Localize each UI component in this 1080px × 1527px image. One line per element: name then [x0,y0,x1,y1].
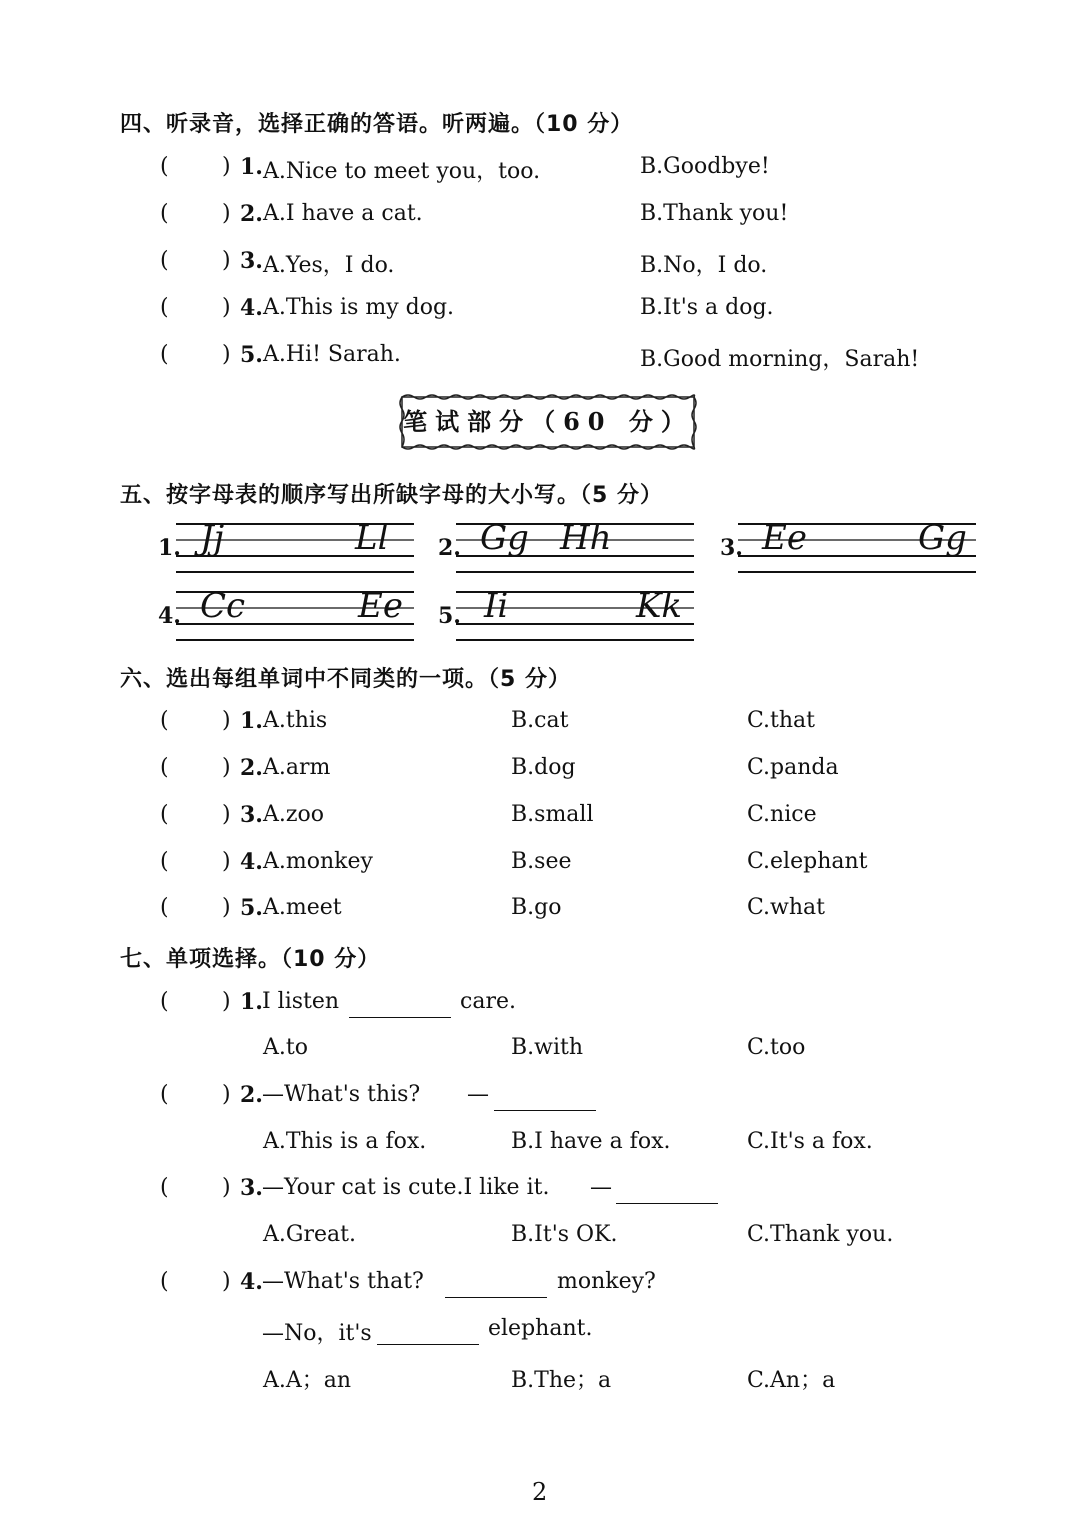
answer-paren-open[interactable]: ( [160,154,169,179]
option-a: A.Nice to meet you，too. [263,159,541,184]
section-7-title: 七、单项选择。（10 分） [120,947,381,972]
option-c: C.too [747,1035,806,1060]
answer-paren-open[interactable]: ( [160,1175,169,1200]
frame-label: 5. [438,603,461,629]
frame-label: 2. [438,535,461,561]
given-letter-last: Gg [918,518,967,558]
option-a: A.arm [263,755,331,780]
option-b: B.see [511,849,572,874]
section-5-title: 五、按字母表的顺序写出所缺字母的大小写。（5 分） [120,483,663,508]
given-letter-first: Ii [484,586,509,626]
given-letter-first: Gg [480,518,529,558]
answer-paren-close: ) [222,708,231,733]
option-a: A.Great. [263,1222,356,1247]
option-b: B.I have a fox. [511,1129,671,1154]
question-number: 5. [240,342,263,368]
question-text: —What's that? [262,1269,424,1294]
fill-blank[interactable] [445,1277,547,1298]
question-text: —What's this? [262,1082,421,1107]
option-c: C.what [747,895,825,920]
answer-paren-open[interactable]: ( [160,295,169,320]
fill-blank[interactable] [377,1324,479,1345]
option-b: B.with [511,1035,584,1060]
option-b: B.go [511,895,562,920]
fill-blank[interactable] [616,1183,718,1204]
given-letter-first: Cc [200,586,246,626]
question-number: 3. [240,1175,263,1201]
answer-paren-close: ) [222,849,231,874]
question-text: I listen [262,989,340,1014]
option-a: A.Yes，I do. [263,253,395,278]
section-6-title: 六、选出每组单词中不同类的一项。（5 分） [120,667,571,692]
fill-blank[interactable] [349,997,451,1018]
question-number: 1. [240,154,263,180]
answer-paren-open[interactable]: ( [160,895,169,920]
option-a: A.A；an [263,1368,352,1393]
option-c: C.nice [747,802,817,827]
given-letter-last: Kk [636,586,683,626]
question-number: 2. [240,1082,263,1108]
answer-paren-close: ) [222,989,231,1014]
question-text: —Your cat is cute.I like it. [262,1175,550,1200]
answer-paren-open[interactable]: ( [160,201,169,226]
option-b: B.Thank you! [640,201,789,226]
question-number: 5. [240,895,263,921]
given-letter-last: Hh [560,518,612,558]
option-b: B.small [511,802,594,827]
option-c: C.Thank you. [747,1222,894,1247]
option-a: A.Hi! Sarah. [263,342,401,367]
frame-label: 1. [158,535,181,561]
answer-paren-close: ) [222,295,231,320]
option-b: B.Good morning，Sarah! [640,347,920,372]
written-part-banner [398,393,698,451]
option-a: A.This is a fox. [263,1129,427,1154]
answer-paren-close: ) [222,1175,231,1200]
question-number: 3. [240,802,263,828]
answer-paren-close: ) [222,1269,231,1294]
fill-blank[interactable] [494,1090,596,1111]
question-number: 4. [240,849,263,875]
option-a: A.monkey [263,849,373,874]
option-c: C.that [747,708,816,733]
question-text: care. [460,989,516,1014]
frame-label: 3. [720,535,743,561]
answer-paren-close: ) [222,201,231,226]
given-letter-last: Ll [355,518,389,558]
option-a: A.to [263,1035,308,1060]
option-c: C.panda [747,755,839,780]
option-b: B.It's a dog. [640,295,774,320]
option-c: C.It's a fox. [747,1129,873,1154]
option-b: B.Goodbye! [640,154,770,179]
answer-paren-close: ) [222,154,231,179]
answer-paren-close: ) [222,755,231,780]
question-number: 3. [240,248,263,274]
question-text: monkey? [557,1269,656,1294]
answer-paren-open[interactable]: ( [160,849,169,874]
given-letter-first: Ee [762,518,807,558]
question-number: 1. [240,989,263,1015]
option-a: A.I have a cat. [263,201,423,226]
answer-paren-open[interactable]: ( [160,708,169,733]
answer-paren-open[interactable]: ( [160,1082,169,1107]
option-c: C.elephant [747,849,868,874]
option-b: B.It's OK. [511,1222,618,1247]
option-b: B.cat [511,708,569,733]
option-a: A.zoo [263,802,324,827]
option-a: A.This is my dog. [263,295,455,320]
question-number: 2. [240,755,263,781]
answer-paren-open[interactable]: ( [160,802,169,827]
answer-paren-open[interactable]: ( [160,248,169,273]
answer-paren-open[interactable]: ( [160,755,169,780]
question-text: elephant. [488,1316,593,1341]
answer-paren-close: ) [222,248,231,273]
answer-paren-close: ) [222,895,231,920]
option-c: C.An；a [747,1368,836,1393]
page-number: 2 [532,1478,548,1506]
question-number: 2. [240,201,263,227]
answer-paren-open[interactable]: ( [160,342,169,367]
given-letter-first: Jj [200,518,225,558]
option-a: A.this [263,708,328,733]
answer-paren-close: ) [222,802,231,827]
answer-paren-open[interactable]: ( [160,989,169,1014]
option-b: B.The；a [511,1368,612,1393]
question-number: 4. [240,1269,263,1295]
question-number: 1. [240,708,263,734]
response-dash: — [590,1175,612,1200]
given-letter-last: Ee [358,586,403,626]
question-number: 4. [240,295,263,321]
answer-paren-close: ) [222,342,231,367]
option-b: B.No，I do. [640,253,768,278]
section-4-title: 四、听录音，选择正确的答语。听两遍。（10 分） [120,112,634,137]
option-b: B.dog [511,755,576,780]
option-a: A.meet [263,895,342,920]
answer-paren-close: ) [222,1082,231,1107]
response-dash: — [467,1082,489,1107]
banner-title: 笔试部分（60 分） [403,407,693,436]
frame-label: 4. [158,603,181,629]
answer-paren-open[interactable]: ( [160,1269,169,1294]
question-text: —No，it's [262,1321,372,1346]
